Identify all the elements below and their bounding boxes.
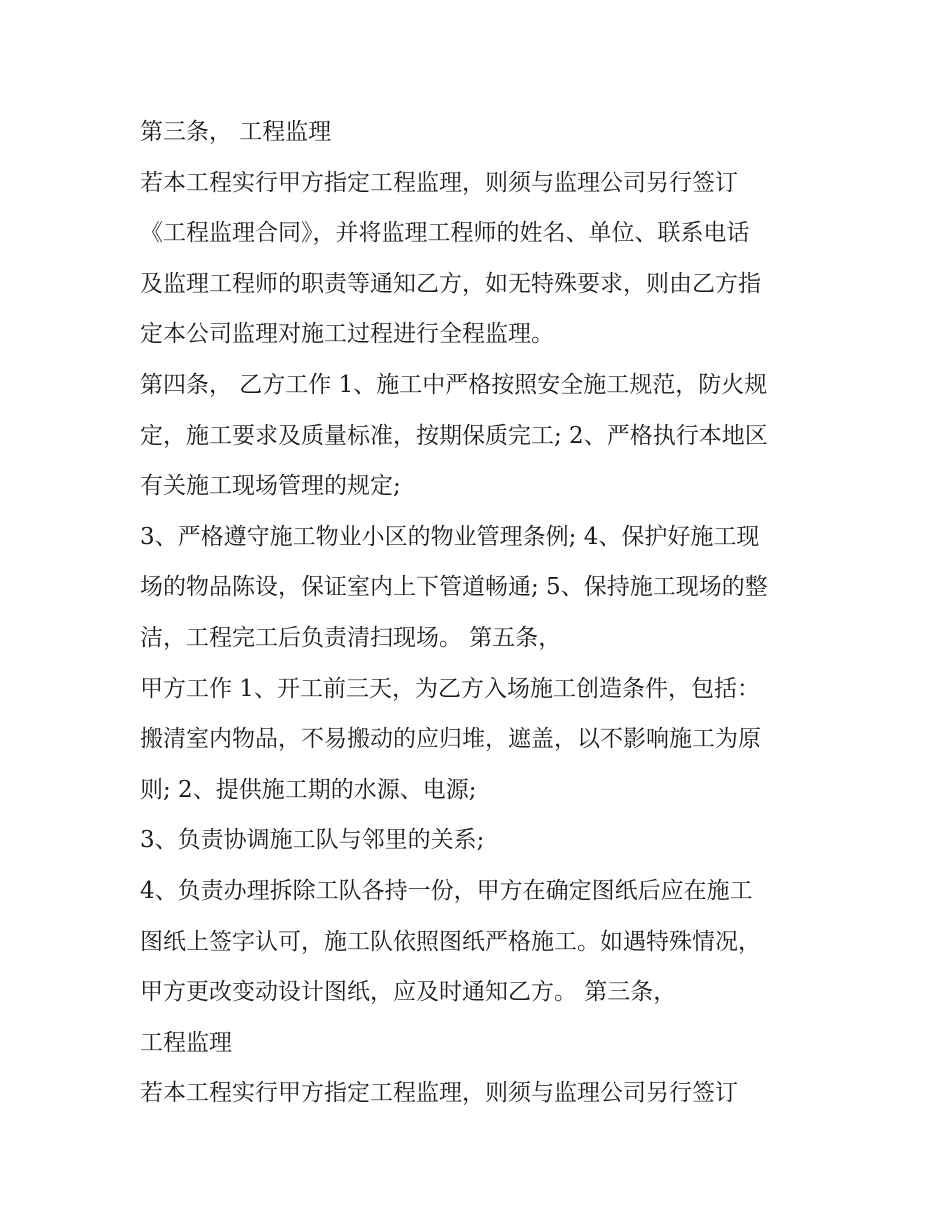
text-line: 第四条， 乙方工作 1、施工中严格按照安全施工规范，防火规: [140, 371, 768, 398]
text-line: 场的物品陈设，保证室内上下管道畅通; 5、保持施工现场的整: [140, 574, 768, 601]
text-line: 工程监理: [140, 1029, 232, 1056]
text-line: 定本公司监理对施工过程进行全程监理。: [140, 321, 554, 348]
text-line: 若本工程实行甲方指定工程监理，则须与监理公司另行签订: [140, 169, 738, 196]
text-line: 4、负责办理拆除工队各持一份，甲方在确定图纸后应在施工: [140, 877, 753, 904]
text-line: 第三条， 工程监理: [140, 119, 332, 145]
text-line: 图纸上签字认可，施工队依照图纸严格施工。如遇特殊情况，: [140, 928, 761, 955]
text-line: 若本工程实行甲方指定工程监理，则须与监理公司另行签订: [140, 1080, 738, 1107]
text-line: 则; 2、提供施工期的水源、电源;: [140, 776, 477, 803]
text-line: 搬清室内物品，不易搬动的应归堆，遮盖，以不影响施工为原: [140, 726, 761, 753]
document-body: [140, 107, 820, 1119]
text-line: 3、负责协调施工队与邻里的关系;: [140, 827, 485, 854]
text-line: 《工程监理合同》，并将监理工程师的姓名、单位、联系电话: [140, 220, 750, 247]
text-line: 甲方更改变动设计图纸，应及时通知乙方。 第三条，: [140, 979, 677, 1006]
text-line: 定，施工要求及质量标准，按期保质完工; 2、严格执行本地区: [140, 422, 768, 449]
text-line: 及监理工程师的职责等通知乙方，如无特殊要求，则由乙方指: [140, 270, 761, 297]
text-line: 甲方工作 1、开工前三天，为乙方入场施工创造条件，包括：: [140, 675, 760, 702]
text-line: 3、严格遵守施工物业小区的物业管理条例; 4、保护好施工现: [140, 523, 760, 550]
text-line: 有关施工现场管理的规定;: [140, 473, 401, 500]
text-line: 洁，工程完工后负责清扫现场。 第五条，: [140, 624, 562, 651]
